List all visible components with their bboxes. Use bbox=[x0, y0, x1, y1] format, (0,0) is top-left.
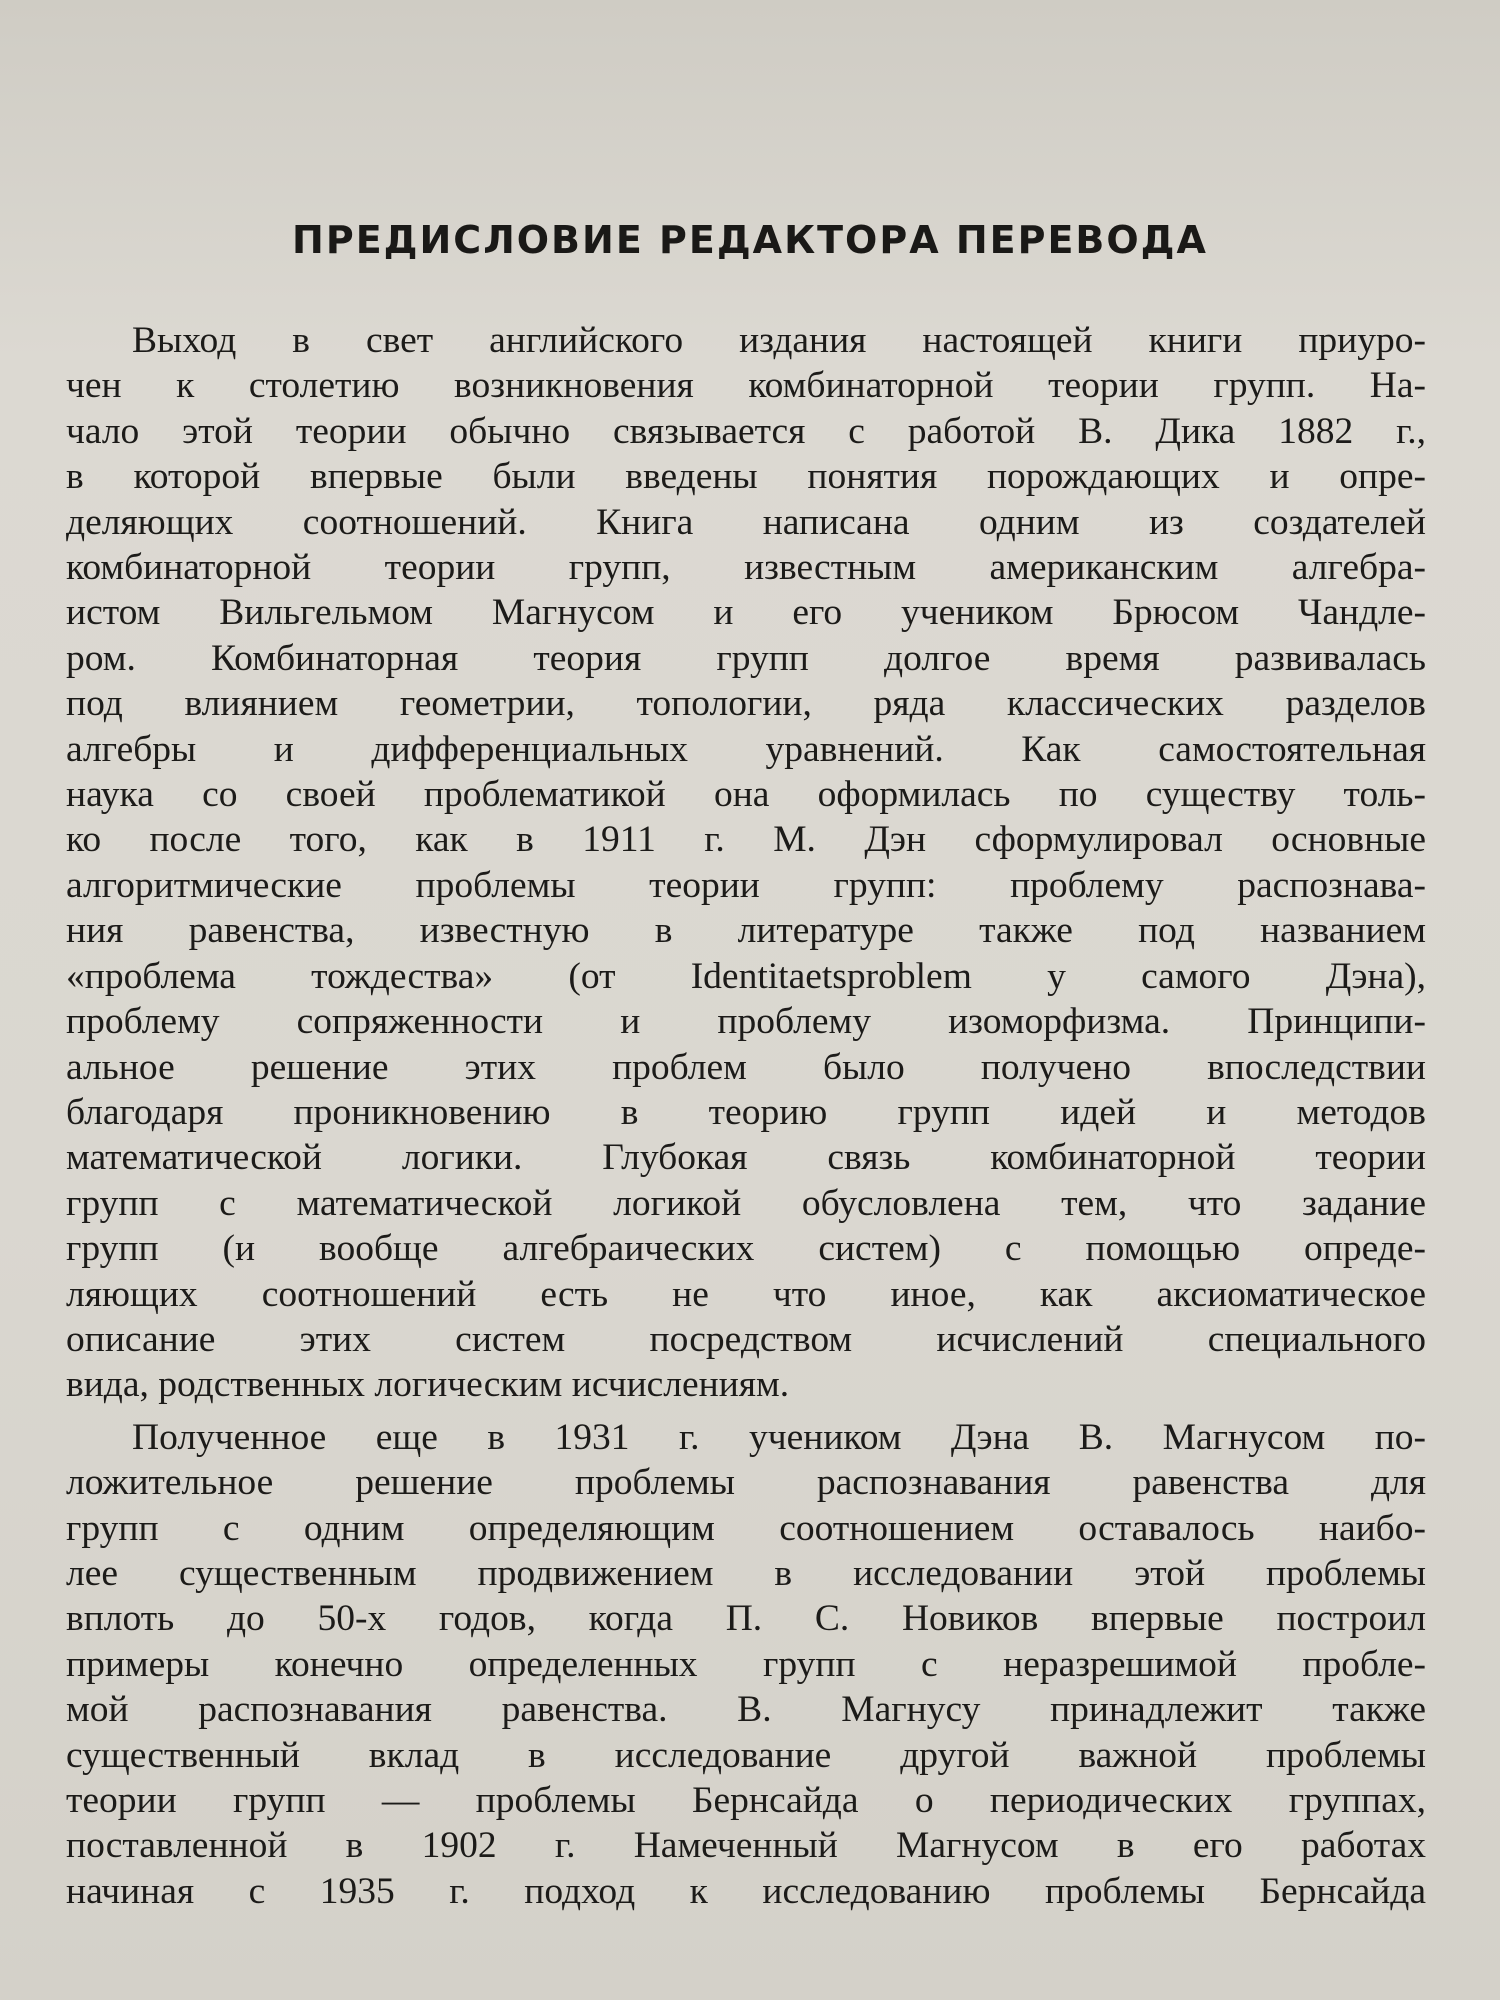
text-line: благодаря проникновению в теорию групп идей и методов bbox=[66, 1091, 1426, 1133]
paragraph-1 bbox=[66, 318, 1426, 1408]
text-line: в которой впервые были введены понятия порождающих и опре- bbox=[66, 456, 1426, 498]
text-line: ром. Комбинаторная теория групп долгое время развивалась bbox=[66, 637, 1426, 679]
text-line: «проблема тождества» (от Identitaetsproblem у самого Дэна), bbox=[66, 955, 1426, 997]
text-line: теории групп — проблемы Бернсайда о периодических группах, bbox=[66, 1780, 1426, 1821]
text-line: примеры конечно определенных групп с неразрешимой пробле- bbox=[66, 1643, 1426, 1685]
body-text bbox=[66, 318, 1426, 1914]
text-line: начиная с 1935 г. подход к исследованию проблемы Бернсайда bbox=[66, 1870, 1426, 1912]
text-line: чен к столетию возникновения комбинаторной теории групп. На- bbox=[66, 365, 1426, 407]
text-line: проблему сопряженности и проблему изоморфизма. Принципи- bbox=[66, 1001, 1426, 1043]
text-line: групп с одним определяющим соотношением оставалось наибо- bbox=[66, 1507, 1426, 1549]
show-through-texture bbox=[60, 0, 1500, 250]
text-line: деляющих соотношений. Книга написана одним из создателей bbox=[66, 501, 1426, 543]
text-line: истом Вильгельмом Магнусом и его учеником Брюсом Чандле- bbox=[66, 592, 1426, 634]
text-line: наука со своей проблематикой она оформилась по существу толь- bbox=[66, 774, 1426, 816]
text-line: Полученное еще в 1931 г. учеником Дэна В. Магнусом по- bbox=[132, 1416, 1426, 1458]
text-line: описание этих систем посредством исчислений специального bbox=[66, 1318, 1426, 1360]
paragraph-2 bbox=[66, 1415, 1426, 1914]
page-heading: ПРЕДИСЛОВИЕ РЕДАКТОРА ПЕРЕВОДА bbox=[292, 218, 1208, 262]
text-line: существенный вклад в исследование другой важной проблемы bbox=[66, 1734, 1426, 1776]
text-line: мой распознавания равенства. В. Магнусу принадлежит также bbox=[66, 1689, 1426, 1731]
text-line: под влиянием геометрии, топологии, ряда классических разделов bbox=[66, 683, 1426, 725]
text-line: Выход в свет английского издания настоящей книги приуро- bbox=[132, 320, 1426, 361]
text-line: алгебры и дифференциальных уравнений. Как самостоятельная bbox=[66, 728, 1426, 770]
text-line: ложительное решение проблемы распознавания равенства для bbox=[66, 1462, 1426, 1504]
text-line: комбинаторной теории групп, известным американским алгебра- bbox=[66, 547, 1426, 589]
text-line: альное решение этих проблем было получено впоследствии bbox=[66, 1046, 1426, 1088]
text-line: ко после того, как в 1911 г. М. Дэн сформулировал основные bbox=[66, 819, 1426, 861]
text-line: лее существенным продвижением в исследовании этой проблемы bbox=[66, 1552, 1426, 1594]
text-line: ния равенства, известную в литературе также под названием bbox=[66, 910, 1426, 952]
text-line: чало этой теории обычно связывается с работой В. Дика 1882 г., bbox=[66, 410, 1426, 452]
text-line: вплоть до 50-х годов, когда П. С. Новиков впервые построил bbox=[66, 1598, 1426, 1640]
text-line: математической логики. Глубокая связь комбинаторной теории bbox=[66, 1137, 1426, 1179]
text-line: алгоритмические проблемы теории групп: проблему распознава- bbox=[66, 864, 1426, 906]
text-line: поставленной в 1902 г. Намеченный Магнусом в его работах bbox=[66, 1825, 1426, 1867]
text-line: вида, родственных логическим исчислениям. bbox=[66, 1364, 790, 1406]
text-line: групп (и вообще алгебраических систем) с помощью опреде- bbox=[66, 1228, 1426, 1270]
text-line: групп с математической логикой обусловлена тем, что задание bbox=[66, 1182, 1426, 1224]
text-line: ляющих соотношений есть не что иное, как аксиоматическое bbox=[66, 1273, 1426, 1315]
